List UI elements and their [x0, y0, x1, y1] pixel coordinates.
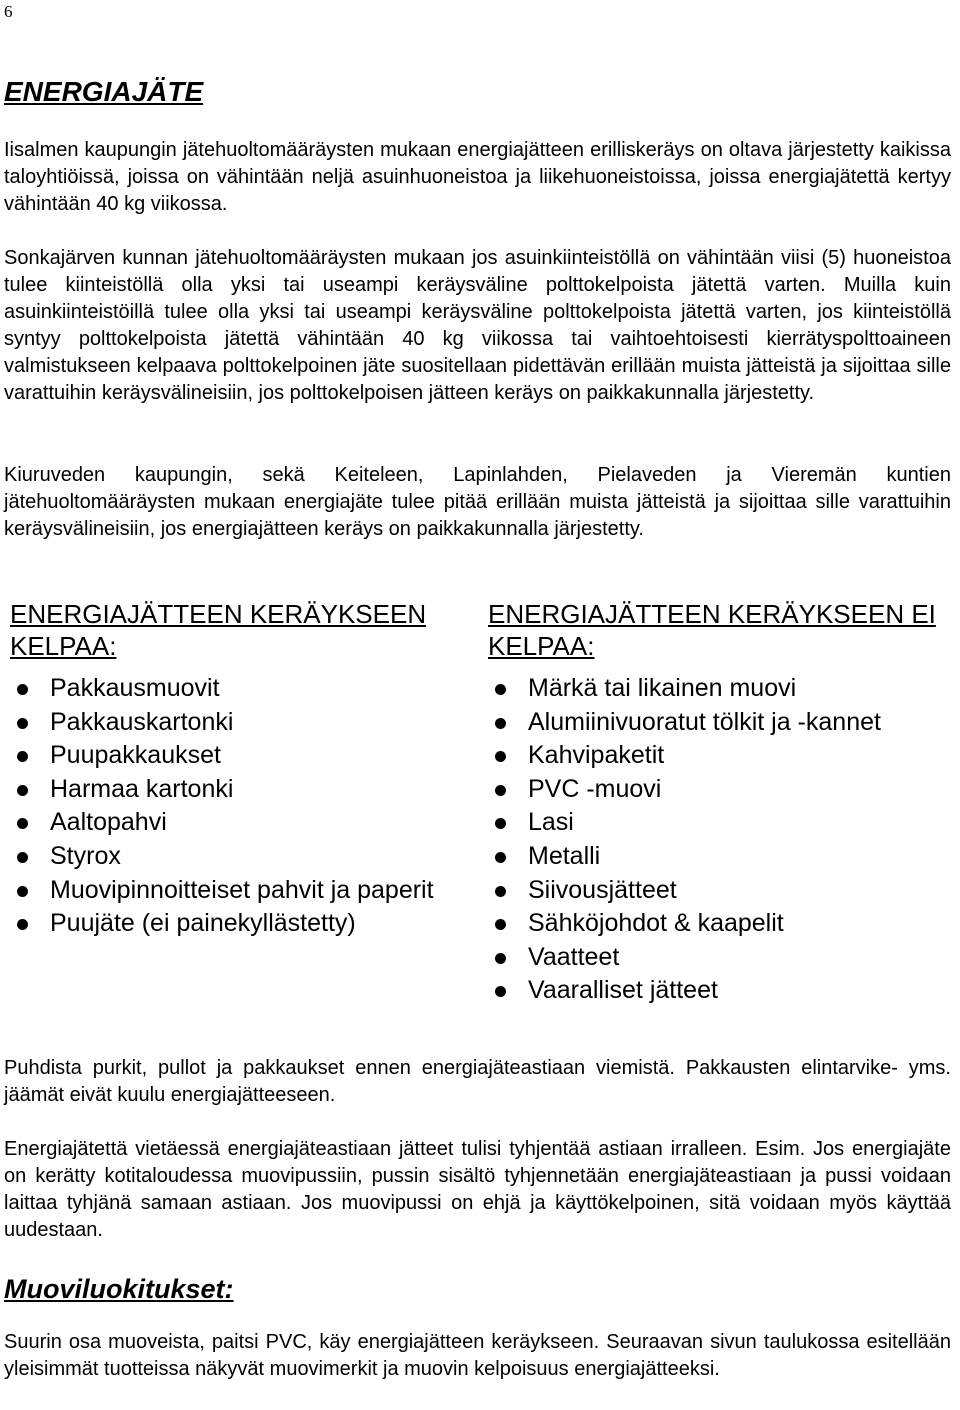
bullet-icon: [495, 751, 506, 762]
bullet-icon: [495, 953, 506, 964]
bullet-icon: [495, 986, 506, 997]
list-item: PVC -muovi: [488, 773, 958, 807]
page-number: 6: [4, 2, 13, 21]
bullet-icon: [495, 684, 506, 695]
bullet-icon: [495, 718, 506, 729]
list-item: Sähköjohdot & kaapelit: [488, 907, 958, 941]
bullet-icon: [17, 751, 28, 762]
list-item: Vaaralliset jätteet: [488, 974, 958, 1008]
note-paragraph-emptying: Energiajätettä vietäessä energiajäteastiaan jätteet tulisi tyhjentää astiaan irralleen. Esim. Jos energiajäte on kerätty kotitaloudessa muovipussiin, pussin sisältö tyhjennetään energiajäteastiaan ja pussi voidaan laittaa tyhjänä samaan astiaan. Jos muovipussi on ehjä ja käyttökelpoinen, sitä voidaan myös käyttää uudestaan.: [4, 1138, 951, 1241]
bullet-icon: [17, 919, 28, 930]
list-item: Alumiinivuoratut tölkit ja -kannet: [488, 706, 958, 740]
list-item: Puujäte (ei painekyllästetty): [10, 907, 480, 941]
closing-paragraph: Suurin osa muoveista, paitsi PVC, käy energiajätteen keräykseen. Seuraavan sivun taulukossa esitellään yleisimmät tuotteissa näkyvät muovimerkit ja muovin kelpoisuus energiajätteeksi.: [4, 1331, 951, 1380]
bullet-icon: [495, 886, 506, 897]
bullet-icon: [495, 919, 506, 930]
rejected-column: [488, 598, 958, 1008]
bullet-icon: [17, 818, 28, 829]
list-item: Aaltopahvi: [10, 806, 480, 840]
bullet-icon: [17, 785, 28, 796]
list-item: Puupakkaukset: [10, 739, 480, 773]
list-item: Pakkausmuovit: [10, 672, 480, 706]
intro-paragraph-kiuruvesi: Kiuruveden kaupungin, sekä Keiteleen, Lapinlahden, Pielaveden ja Vieremän kuntien jätehuoltomääräysten mukaan energiajäte tulee pitää erillään muista jätteistä ja sijoittaa sille varattuihin keräysvälineisiin, jos energiajätteen keräys on paikkakunnalla järjestetty.: [4, 464, 951, 540]
list-item: Muovipinnoitteiset pahvit ja paperit: [10, 874, 480, 908]
bullet-icon: [495, 852, 506, 863]
list-item: Styrox: [10, 840, 480, 874]
intro-paragraph-sonkajarvi: Sonkajärven kunnan jätehuoltomääräysten mukaan jos asuinkiinteistöllä on vähintään viisi (5) huoneistoa tulee kiinteistöllä olla yksi tai useampi keräysväline polttokelpoista jätettä varten. Muilla kuin asuinkiinteistöillä tulee olla yksi tai useampi keräysväline polttokelpoista jätettä varten, jos kiinteistöllä syntyy polttokelpoista jätettä vähintään 40 kg viikossa tai vaihtoehtoisesti kierrätyspolttoaineen valmistukseen kelpaava polttokelpoinen jäte suositellaan pidettävän erillään muista jätteistä ja sijoittaa sille varattuihin keräysvälineisiin, jos polttokelpoisen jätteen keräys on paikkakunnalla järjestetty.: [4, 247, 951, 404]
list-item: Märkä tai likainen muovi: [488, 672, 958, 706]
list-item: Siivousjätteet: [488, 874, 958, 908]
list-item: Kahvipaketit: [488, 739, 958, 773]
list-item: Pakkauskartonki: [10, 706, 480, 740]
bullet-icon: [17, 886, 28, 897]
note-paragraph-cleaning: Puhdista purkit, pullot ja pakkaukset ennen energiajäteastiaan viemistä. Pakkausten elintarvike- yms. jäämät eivät kuulu energiajätteeseen.: [4, 1057, 951, 1106]
page-title: ENERGIAJÄTE: [4, 76, 204, 107]
bullet-icon: [495, 785, 506, 796]
bullet-icon: [495, 818, 506, 829]
bullet-icon: [17, 852, 28, 863]
bullet-icon: [17, 684, 28, 695]
list-item: Harmaa kartonki: [10, 773, 480, 807]
intro-paragraph-iisalmi: Iisalmen kaupungin jätehuoltomääräysten mukaan energiajätteen erilliskeräys on oltava järjestetty kaikissa taloyhtiöissä, joissa on vähintään neljä asuinhuoneistoa ja liikehuoneistoissa, joissa energiajätettä kertyy vähintään 40 kg viikossa.: [4, 139, 951, 215]
rejected-list: [488, 672, 958, 1008]
accepted-list: [10, 672, 480, 941]
accepted-column: [10, 598, 480, 941]
accepted-title: ENERGIAJÄTTEEN KERÄYKSEEN KELPAA:: [10, 599, 427, 661]
bullet-icon: [17, 718, 28, 729]
list-item: Metalli: [488, 840, 958, 874]
list-item: Lasi: [488, 806, 958, 840]
rejected-title: ENERGIAJÄTTEEN KERÄYKSEEN EI KELPAA:: [488, 599, 936, 661]
list-item: Vaatteet: [488, 941, 958, 975]
section-subheading: Muoviluokitukset:: [4, 1274, 234, 1304]
